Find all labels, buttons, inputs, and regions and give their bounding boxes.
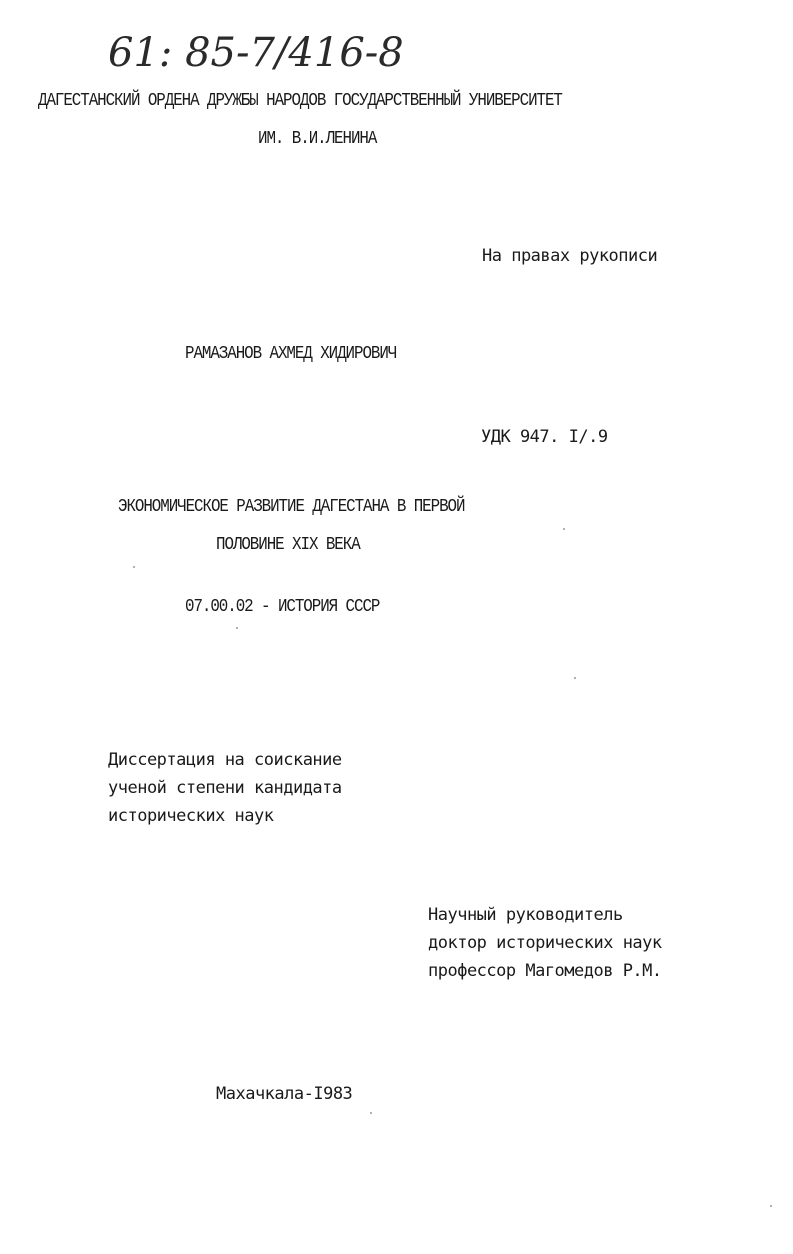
manuscript-note: На правах рукописи [482,246,658,266]
handwritten-archive-number [108,14,408,94]
place-and-year: Махачкала-I983 [216,1084,353,1104]
specialty-code: 07.00.02 - ИСТОРИЯ СССР [185,597,380,617]
dissertation-line-3: исторических наук [108,806,274,826]
scan-speck [563,528,565,530]
supervisor-line-3: профессор Магомедов Р.М. [428,961,662,981]
author-name: РАМАЗАНОВ АХМЕД ХИДИРОВИЧ [185,344,397,364]
udk-code: УДК 947. I/.9 [481,427,608,447]
title-line-2: ПОЛОВИНЕ XIX ВЕКА [216,535,360,555]
scan-speck [133,566,135,568]
supervisor-line-2: доктор исторических наук [428,933,662,953]
handwritten-number-text: 61: 85-7/416-8 [108,30,404,76]
dissertation-line-2: ученой степени кандидата [108,778,342,798]
scan-speck [770,1205,772,1207]
scan-speck [574,677,576,679]
university-named-after: ИМ. В.И.ЛЕНИНА [258,129,377,149]
supervisor-line-1: Научный руководитель [428,905,623,925]
title-line-1: ЭКОНОМИЧЕСКОЕ РАЗВИТИЕ ДАГЕСТАНА В ПЕРВОЙ [118,497,465,517]
scan-speck [370,1112,372,1114]
scan-speck [236,627,238,629]
university-name: ДАГЕСТАНСКИЙ ОРДЕНА ДРУЖБЫ НАРОДОВ ГОСУДАРСТВЕННЫЙ УНИВЕРСИТЕТ [38,91,562,111]
dissertation-line-1: Диссертация на соискание [108,750,342,770]
